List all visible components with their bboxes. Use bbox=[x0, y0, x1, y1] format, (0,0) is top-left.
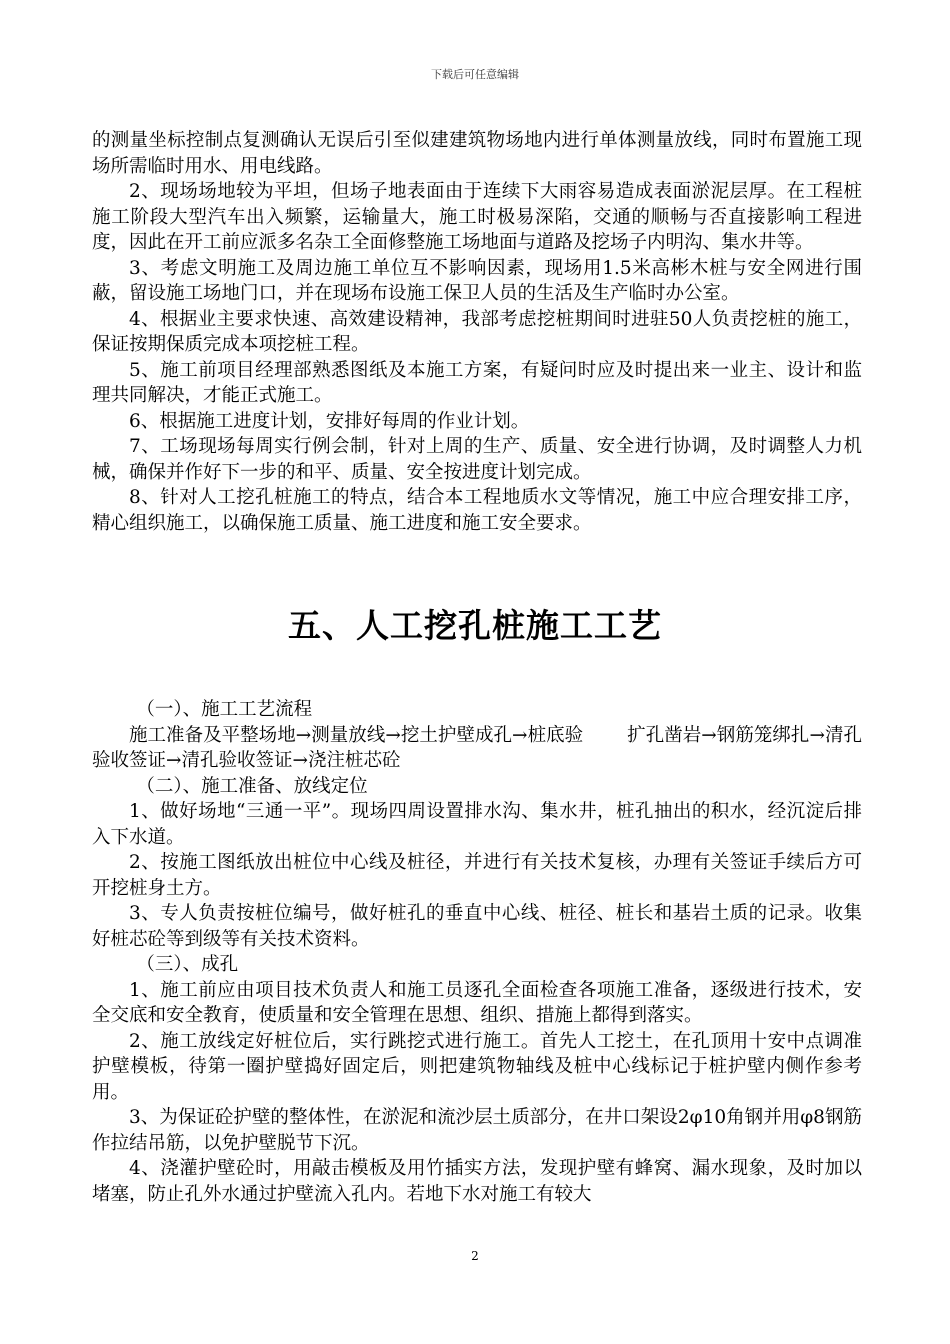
intro-item-8: 8、针对人工挖孔桩施工的特点，结合本工程地质水文等情况，施工中应合理安排工序，精心组织施工，以确保施工质量、施工进度和施工安全要求。 bbox=[92, 487, 862, 534]
process-flow-paragraph bbox=[92, 723, 862, 774]
intro-continuation-paragraph: 的测量坐标控制点复测确认无误后引至似建建筑物场地内进行单体测量放线，同时布置施工现场所需临时用水、用电线路。 bbox=[92, 130, 862, 177]
sub2-heading: （二）、施工准备、放线定位 bbox=[136, 775, 368, 797]
sub3-item-2: 2、施工放线定好桩位后，实行跳挖式进行施工。首先人工挖土，在孔顶用十安中点调准护壁模板，待第一圈护壁捣好固定后，则把建筑物轴线及桩中心线标记于桩护壁内侧作参考用。 bbox=[92, 1030, 862, 1103]
page-number: 2 bbox=[471, 1249, 479, 1263]
sub1-heading: （一）、施工工艺流程 bbox=[136, 699, 313, 720]
sub2-item-2: 2、按施工图纸放出桩位中心线及桩径，并进行有关技术复核，办理有关签证手续后方可开挖桩身土方。 bbox=[92, 852, 862, 899]
section-title: 五、人工挖孔桩施工工艺 bbox=[288, 606, 662, 645]
sub3-heading: （三）、成孔 bbox=[136, 954, 239, 975]
process-flow-part2: 扩孔凿岩→钢筋笼绑扎→清孔验收签证→清孔验收签证→浇注桩芯砼 bbox=[92, 724, 862, 771]
intro-text-block bbox=[92, 128, 862, 536]
intro-item-3: 3、考虑文明施工及周边施工单位互不影响因素，现场用1.5米高彬木桩与安全网进行围蔽，留设施工场地门口，并在现场布设施工保卫人员的生活及生产临时办公室。 bbox=[92, 257, 862, 304]
sub3-item-4: 4、浇灌护壁砼时，用敲击模板及用竹插实方法，发现护壁有蜂窝、漏水现象，及时加以堵塞，防止孔外水通过护壁流入孔内。若地下水对施工有较大 bbox=[92, 1158, 862, 1205]
sub3-item-1: 1、施工前应由项目技术负责人和施工员逐孔全面检查各项施工准备，逐级进行技术，安全交底和安全教育，使质量和安全管理在思想、组织、措施上都得到落实。 bbox=[92, 979, 862, 1026]
intro-item-5: 5、施工前项目经理部熟悉图纸及本施工方案，有疑问时应及时提出来一业主、设计和监理共同解决，才能正式施工。 bbox=[92, 359, 862, 406]
sub2-item-1: 1、做好场地“三通一平”。现场四周设置排水沟、集水井，桩孔抽出的积水，经沉淀后排入下水道。 bbox=[92, 801, 862, 848]
section-text-block bbox=[92, 697, 862, 1207]
page-header-note: 下载后可任意编辑 bbox=[431, 68, 519, 81]
sub3-item-3: 3、为保证砼护壁的整体性，在淤泥和流沙层土质部分，在井口架设2φ10角钢并用φ8钢筋作拉结吊筋，以免护壁脱节下沉。 bbox=[92, 1107, 862, 1154]
intro-item-2: 2、现场场地较为平坦，但场子地表面由于连续下大雨容易造成表面淤泥层厚。在工程桩施工阶段大型汽车出入频繁，运输量大，施工时极易深陷，交通的顺畅与否直接影响工程进度，因此在开工前应派多名杂工全面修整施工场地面与道路及挖场子内明沟、集水井等。 bbox=[92, 181, 862, 253]
sub2-item-3: 3、专人负责按桩位编号，做好桩孔的垂直中心线、桩径、桩长和基岩土质的记录。收集好桩芯砼等到级等有关技术资料。 bbox=[92, 903, 862, 950]
intro-item-6: 6、根据施工进度计划，安排好每周的作业计划。 bbox=[129, 410, 530, 432]
intro-item-4: 4、根据业主要求快速、高效建设精神，我部考虑挖桩期间时进驻50人负责挖桩的施工，保证按期保质完成本项挖桩工程。 bbox=[92, 308, 862, 355]
intro-item-7: 7、工场现场每周实行例会制，针对上周的生产、质量、安全进行协调，及时调整人力机械，确保并作好下一步的和平、质量、安全按进度计划完成。 bbox=[92, 436, 862, 483]
process-flow-part1: 施工准备及平整场地→测量放线→挖土护壁成孔→桩底验 bbox=[129, 724, 584, 746]
